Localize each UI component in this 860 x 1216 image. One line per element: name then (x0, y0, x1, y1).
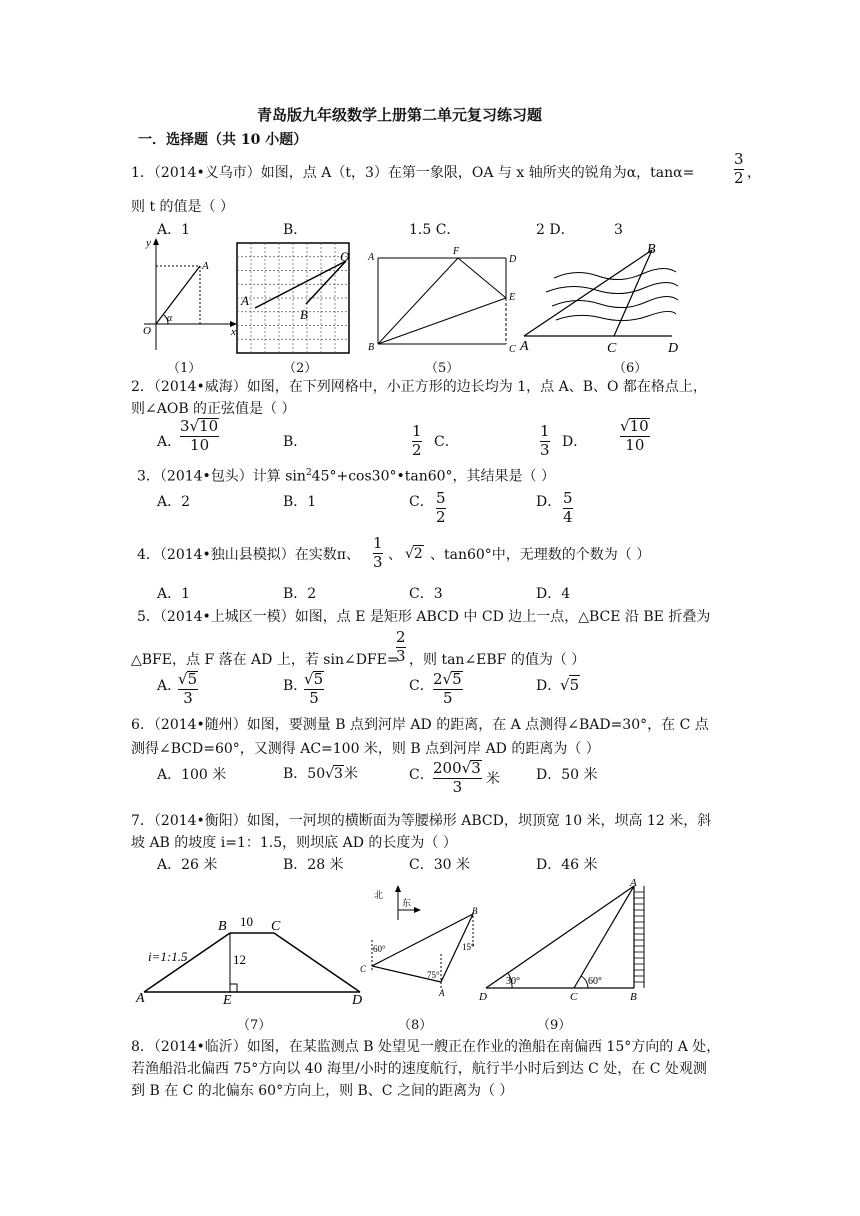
q4-option-a: A．1 (157, 586, 191, 602)
q6-option-b: B．50√3米 (283, 766, 358, 782)
fig8-east-label: 东 (402, 898, 412, 908)
q4-frac-num: 1 (373, 534, 383, 552)
q7-option-c: C．30 米 (409, 857, 470, 873)
section-heading: 一．选择题（共 10 小题） (138, 132, 308, 148)
q2-option-a-label: A． (157, 434, 182, 450)
q6-option-c-value: 200√3 3 (433, 759, 481, 796)
fig9-a-label: A (630, 877, 637, 889)
q5-b-rad: 5 (313, 670, 324, 688)
q3-d-num: 5 (563, 489, 573, 507)
fig9-angle60-label: 60° (588, 976, 602, 987)
q5-a-rad: 5 (187, 670, 198, 688)
fig1-a-label: A (202, 260, 209, 272)
q8-line1: 8．（2014•临沂）如图，在某监测点 B 处望见一艘正在作业的渔船在南偏西 15°方向的 A 处， (131, 1039, 721, 1055)
fig2-caption: （2） (283, 361, 318, 376)
q3-line1 (137, 468, 555, 485)
q5-line2-a: △BFE，点 F 落在 AD 上，若 sin∠DFE= (131, 652, 399, 668)
q6-line1: 6．（2014•随州）如图，要测量 B 点到河岸 AD 的距离，在 A 点测得∠BAD=30°，在 C 点 (131, 717, 709, 733)
fig1-o-label: O (143, 325, 151, 337)
fig8-north-label: 北 (374, 890, 384, 900)
q4-line1-b: 、 (388, 547, 402, 563)
q1-line1: 1．（2014•义乌市）如图，点 A（t，3）在第一象限，OA 与 x 轴所夹的锐角为α，tanα= (131, 165, 695, 181)
q2-option-c-label: C． (434, 434, 459, 450)
q7-option-a: A．26 米 (157, 857, 218, 873)
q2-option-c-value (540, 424, 550, 459)
q6-b-unit: 米 (343, 766, 358, 782)
fig9-c-label: C (570, 991, 578, 1003)
q6-option-d: D．50 米 (536, 767, 598, 783)
fig2-a-label: A (241, 293, 249, 308)
fig7-d-label: D (352, 993, 363, 1008)
fig6-c-label: C (607, 341, 617, 356)
fig7-a-label: A (136, 991, 145, 1006)
q2-option-d-value: √10 10 (620, 417, 649, 454)
figure-2-grid (236, 242, 350, 354)
fig7-slope-label: i=1:1.5 (148, 949, 188, 964)
q1-frac-den: 2 (734, 168, 744, 187)
q5-option-a-value: √5 3 (178, 670, 198, 707)
q5-frac-den: 3 (396, 646, 406, 665)
q4-fraction (373, 536, 383, 571)
q3-option-b: B．1 (283, 494, 317, 510)
fig8-angle60-label: 60° (373, 944, 386, 954)
q2-a-den: 10 (190, 435, 210, 454)
fig8-b-label: B (472, 906, 478, 916)
fig6-b-label: B (647, 242, 656, 257)
q2-d-den: 10 (625, 435, 645, 454)
q2-a-rad: 10 (199, 417, 219, 435)
q5-d-rad: 5 (569, 676, 580, 694)
q6-line2: 测得∠BCD=60°，又测得 AC=100 米，则 B 点到河岸 AD 的距离为（ ） (131, 741, 600, 757)
q4-line1-c: 、tan60°中，无理数的个数为（ ） (430, 547, 651, 563)
q5-c-den: 5 (443, 688, 453, 707)
q1-fraction (734, 152, 744, 187)
fig7-height-label: 12 (233, 952, 246, 967)
q5-option-b-value: √5 5 (304, 670, 324, 707)
fig5-c-label: C (509, 344, 516, 355)
q2-a-coef: 3 (180, 417, 190, 435)
q2-c-num: 1 (540, 422, 550, 440)
q3-option-c-value (436, 491, 446, 526)
q6-b-rad: 3 (334, 766, 343, 782)
q2-option-b-label: B． (283, 434, 308, 450)
fig7-caption: （7） (237, 1018, 272, 1033)
q2-option-b-value (412, 424, 422, 459)
q2-line2: 则∠AOB 的正弦值是（ ） (131, 401, 296, 417)
fig5-f-label: F (453, 246, 460, 257)
q6-option-a: A．100 米 (157, 767, 227, 783)
q5-option-d-value: √5 (560, 676, 580, 694)
q5-option-d-label: D． (536, 678, 562, 694)
q1-option-a: A．1 (157, 222, 191, 238)
q3-option-d-value (563, 491, 573, 526)
q5-line1: 5．（2014•上城区一模）如图，点 E 是矩形 ABCD 中 CD 边上一点，△BCE 沿 BE 折叠为 (137, 609, 711, 625)
fig9-d-label: D (479, 991, 487, 1003)
q5-c-rad: 5 (452, 670, 462, 688)
q2-option-d-label: D． (562, 434, 588, 450)
q3-line1-b: 45°+cos30°•tan60°，其结果是（ ） (311, 468, 555, 485)
q3-d-den: 4 (563, 507, 573, 526)
page-title: 青岛版九年级数学上册第二单元复习练习题 (257, 106, 543, 124)
q2-b-den: 2 (412, 440, 422, 459)
q4-sqrt2: √2 (405, 546, 423, 562)
q6-c-den: 3 (452, 777, 463, 796)
q4-rad: 2 (413, 546, 423, 562)
q2-option-a-value: 3√10 10 (180, 417, 219, 454)
q3-line1-a: 3．（2014•包头）计算 sin (137, 468, 306, 485)
q5-option-c-value: 2√5 5 (433, 670, 462, 707)
fig7-c-label: C (271, 919, 281, 934)
q5-a-den: 3 (183, 688, 193, 707)
q5-option-a-label: A． (157, 678, 182, 694)
fig9-caption: （9） (537, 1018, 572, 1033)
q3-option-d-label: D． (536, 494, 562, 510)
fig1-alpha-label: α (167, 313, 173, 324)
fig1-x-label: x (231, 326, 236, 338)
fig5-a-label: A (368, 252, 375, 263)
fig5-caption: （5） (425, 361, 460, 376)
fig9-b-label: B (630, 991, 637, 1003)
fig6-caption: （6） (613, 361, 648, 376)
fig7-width-label: 10 (240, 914, 253, 929)
q1-option-c: 1.5 C． (409, 222, 461, 238)
q3-option-a: A．2 (157, 494, 191, 510)
q6-b-label: B．50 (283, 766, 326, 782)
q1-frac-num: 3 (734, 150, 744, 168)
fig5-b-label: B (368, 342, 375, 353)
q5-frac-num: 2 (396, 628, 406, 646)
figure-6-river (516, 240, 686, 354)
figure-9-tower (474, 876, 664, 1003)
q5-line2-b: ，则 tan∠EBF 的值为（ ） (409, 652, 586, 668)
fig8-angle75-label: 75° (427, 970, 440, 980)
q7-line1: 7．（2014•衡阳）如图，一河坝的横断面为等腰梯形 ABCD，坝顶宽 10 米，坝高 12 米，斜 (131, 813, 712, 829)
fig9-angle30-label: 30° (506, 976, 520, 987)
q4-option-d: D．4 (536, 586, 571, 602)
figure-1-coordinate (138, 236, 238, 354)
figure-5-rectangle (366, 246, 526, 358)
q5-c-coef: 2 (433, 670, 443, 688)
q5-b-den: 5 (309, 688, 319, 707)
q1-option-d: 2 D． (536, 222, 575, 238)
fig1-y-label: y (146, 237, 151, 249)
q3-option-c-label: C． (409, 494, 434, 510)
fig8-a-label: A (439, 988, 445, 998)
fig1-caption: （1） (167, 361, 202, 376)
fig6-a-label: A (520, 339, 529, 354)
q3-sup: 2 (305, 468, 312, 478)
fig7-b-label: B (218, 919, 227, 934)
fig6-d-label: D (668, 341, 679, 356)
q7-line2: 坡 AB 的坡度 i=1：1.5，则坝底 AD 的长度为（ ） (131, 835, 457, 851)
q8-line2: 若渔船沿北偏西 75°方向以 40 海里/小时的速度航行，航行半小时后到达 C 处，在 C 处观测 (131, 1061, 707, 1077)
q4-line1-a: 4．（2014•独山县模拟）在实数π、 (137, 547, 360, 563)
q4-frac-den: 3 (373, 552, 383, 571)
q5-option-c-label: C． (409, 678, 434, 694)
q2-d-rad: 10 (629, 417, 649, 435)
q5-fraction (396, 630, 406, 665)
q6-option-c-label: C． (409, 767, 434, 783)
q4-option-b: B．2 (283, 586, 317, 602)
q5-option-b-label: B． (283, 678, 308, 694)
q7-option-d: D．46 米 (536, 857, 598, 873)
q3-c-den: 2 (436, 507, 446, 526)
fig8-c-label: C (360, 964, 367, 974)
q2-line1: 2．（2014•威海）如图，在下列网格中，小正方形的边长均为 1，点 A、B、O 都在格点上， (131, 379, 707, 395)
q2-c-den: 3 (540, 440, 550, 459)
q1-option-b: B． (283, 222, 308, 238)
q2-b-num: 1 (412, 422, 422, 440)
fig7-e-label: E (223, 993, 232, 1008)
q1-option-e: 3 (614, 222, 623, 238)
q6-c-rad: 3 (471, 759, 481, 777)
fig8-angle15-label: 15° (462, 942, 475, 952)
q7-option-b: B．28 米 (283, 857, 344, 873)
q6-c-coef: 200 (433, 759, 462, 777)
q1-tail: ， (747, 165, 761, 181)
q4-option-c: C．3 (409, 586, 443, 602)
fig8-caption: （8） (398, 1018, 433, 1033)
q6-c-unit: 米 (486, 771, 500, 787)
fig2-b-label: B (300, 307, 308, 322)
fig5-e-label: E (509, 292, 516, 303)
fig2-o-label: O (340, 249, 350, 264)
q1-line2: 则 t 的值是（ ） (131, 199, 234, 215)
figure-8-bearings (356, 884, 486, 1004)
q3-c-num: 5 (436, 489, 446, 507)
figure-7-dam (134, 908, 374, 1008)
fig5-d-label: D (509, 254, 517, 265)
q8-line3: 到 B 在 C 的北偏东 60°方向上，则 B、C 之间的距离为（ ） (131, 1083, 514, 1099)
